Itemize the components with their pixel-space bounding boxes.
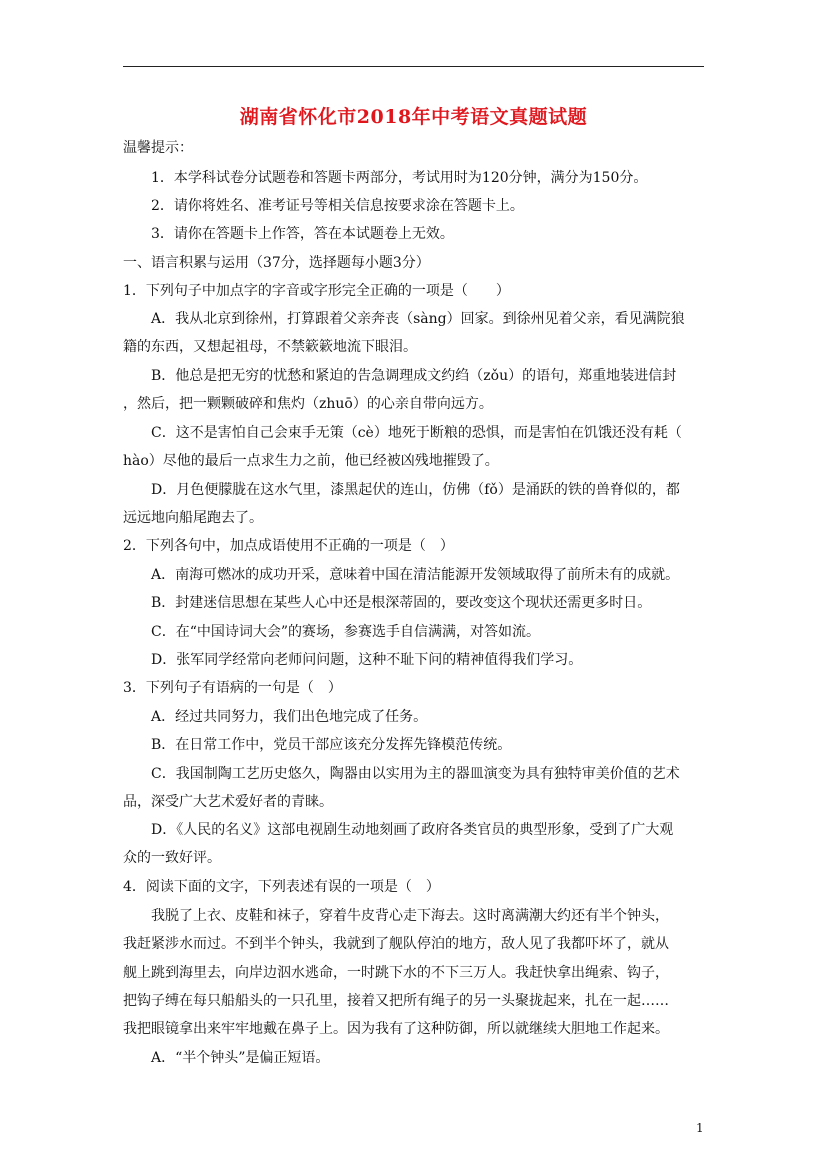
option-d: D．月色便朦胧在这水气里，漆黑起伏的连山，仿佛（fǒ）是涌跃的铁的兽脊似的，都 [151,482,680,498]
option-a: A．我从北京到徐州，打算跟着父亲奔丧（sàng）回家。到徐州见着父亲，看见满院狼 [151,311,685,327]
option-b: B．他总是把无穷的忧愁和紧迫的告急调理成文约绉（zǒu）的语句，郑重地装进信封 [151,368,677,384]
passage-line: 我把眼镜拿出来牢牢地戴在鼻子上。因为我有了这种防御，所以就继续大胆地工作起来。 [123,1021,669,1037]
option-b-cont: ，然后，把一颗颗破碎和焦灼（zhuō）的心亲自带向远方。 [123,396,493,412]
option-a: A．南海可燃冰的成功开采，意味着中国在清洁能源开发领域取得了前所未有的成就。 [151,567,680,583]
header-rule [123,66,704,67]
page-title: 湖南省怀化市2018年中考语文真题试题 [239,106,588,128]
passage-line: 我脱了上衣、皮鞋和袜子，穿着牛皮背心走下海去。这时离满潮大约还有半个钟头， [151,908,669,924]
option-d: D．张军同学经常向老师问问题，这种不耻下问的精神值得我们学习。 [151,652,583,668]
notice-item: 2．请你将姓名、准考证号等相关信息按要求涂在答题卡上。 [151,198,524,214]
option-d-cont: 众的一致好评。 [123,850,221,866]
option-c-cont: 品，深受广大艺术爱好者的青睐。 [123,794,333,810]
option-b: B．在日常工作中，党员干部应该充分发挥先锋模范传统。 [151,737,512,753]
question-stem: 1．下列句子中加点字的字音或字形完全正确的一项是（ ） [123,283,510,299]
question-stem: 3．下列句子有语病的一句是（ ） [123,680,342,696]
notice-item: 1．本学科试卷分试题卷和答题卡两部分，考试用时为120分钟，满分为150分。 [151,170,648,186]
option-c: C．这不是害怕自己会束手无策（cè）地死于断粮的恐惧，而是害怕在饥饿还没有耗（ [151,425,682,441]
option-a: A．“半个钟头”是偏正短语。 [151,1050,330,1066]
option-d: D．《人民的名义》这部电视剧生动地刻画了政府各类官员的典型形象，受到了广大观 [151,822,674,838]
option-c: C．我国制陶工艺历史悠久，陶器由以实用为主的器皿演变为具有独特审美价值的艺术 [151,766,680,782]
option-b: B．封建迷信思想在某些人心中还是根深蒂固的，要改变这个现状还需更多时日。 [151,595,652,611]
option-c-cont: hào）尽他的最后一点求生力之前，他已经被凶残地摧毁了。 [123,453,499,469]
passage-line: 我赶紧涉水而过。不到半个钟头，我就到了舰队停泊的地方，敌人见了我都吓坏了，就从 [123,936,669,952]
section-heading: 一、语言积累与运用（37分，选择题每小题3分） [123,255,430,271]
option-a-cont: 籍的东西，又想起祖母，不禁簌簌地流下眼泪。 [123,339,417,355]
page-number: 1 [696,1121,704,1135]
option-a: A．经过共同努力，我们出色地完成了任务。 [151,709,428,725]
notice-heading: 温馨提示： [123,140,193,156]
notice-item: 3．请你在答题卡上作答，答在本试题卷上无效。 [151,226,454,242]
question-stem: 4．阅读下面的文字，下列表述有误的一项是（ ） [123,879,440,895]
option-d-cont: 远远地向船尾跑去了。 [123,510,263,526]
passage-line: 把钩子缚在每只船船头的一只孔里，接着又把所有绳子的另一头聚拢起来，扎在一起…… [123,993,669,1009]
passage-line: 舰上跳到海里去，向岸边泅水逃命，一时跳下水的不下三万人。我赶快拿出绳索、钩子， [123,965,669,981]
option-c: C．在“中国诗词大会”的赛场，参赛选手自信满满，对答如流。 [151,624,541,640]
question-stem: 2．下列各句中，加点成语使用不正确的一项是（ ） [123,538,454,554]
